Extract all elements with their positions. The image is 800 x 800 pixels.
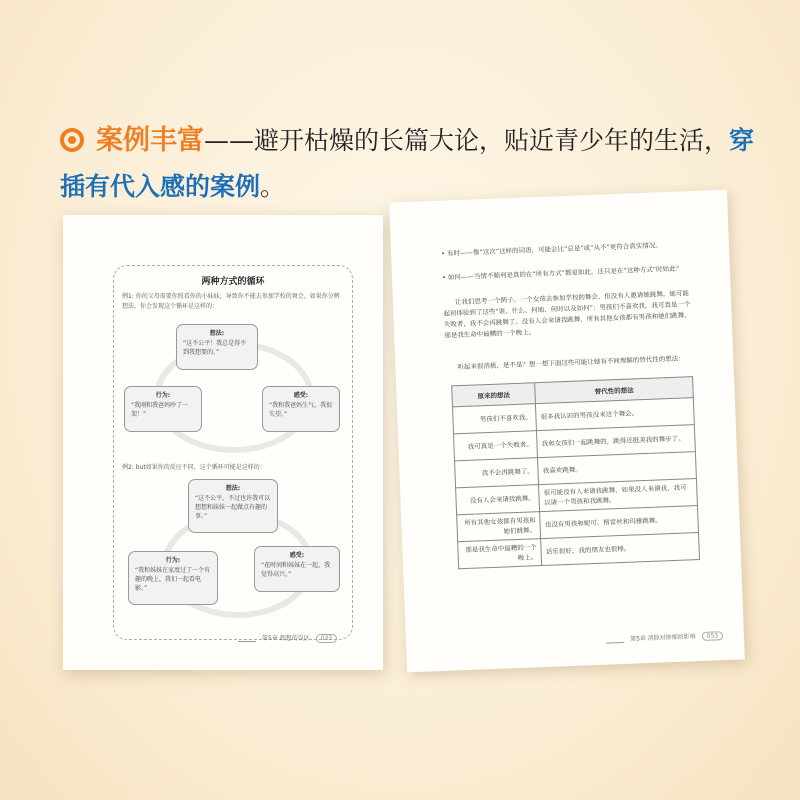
left-page-footer	[238, 633, 337, 643]
bullet-2: • 如何——当情不顺利是真的在“所有方式”都是如此，还只是在“这种方式”时如此？	[441, 264, 683, 282]
cycle-box	[113, 265, 353, 640]
headline-dash: ——	[204, 126, 254, 155]
col-header-original: 原来的想法	[452, 383, 536, 407]
table-row: 所有其他女孩都有男孩和她们跳舞。 也没有男孩和妮可、格雷丝和玛雅跳舞。	[457, 506, 699, 542]
right-book-page	[389, 190, 745, 673]
col-header-alternative: 替代性的想法	[535, 377, 693, 404]
cycle1-feeling-bubble: 感受: “我和我爸妈生气，我很失望。”	[262, 386, 340, 432]
table-row: 我不会再跳舞了。 我喜欢跳舞。	[455, 452, 697, 488]
right-page-footer	[606, 630, 723, 644]
cycle2-feeling-bubble: 感受: “花时间和妹妹在一起，我觉得高兴。”	[254, 546, 340, 592]
cycle2-action-bubble: 行为: “我和妹妹在家度过了一个有趣的晚上，我们一起看电影。”	[128, 551, 218, 605]
cycle1-action-bubble: 行为: “我刚和我爸妈吵了一架！”	[124, 386, 202, 432]
mountain-icon	[238, 635, 256, 642]
box-title: 两种方式的循环	[201, 277, 265, 287]
mountain-icon	[606, 636, 624, 644]
paragraph-2: 听起来很消极，是不是？想一想下面这些可能让她有不同理解的替代性的想法：	[457, 354, 685, 372]
table-row: 我可真是一个失败者。 我和女孩们一起跳舞的，跳得还挺美我的舞步了。	[454, 425, 696, 461]
cycle1-thought-bubble: 想法: “这不公平！我总是得不到我想要的。”	[176, 324, 258, 370]
example-2-text: 例2: but如果你的反应不同，这个循环可能是这样的：	[122, 464, 266, 471]
paragraph-1: 让我们思考一个例子。一个女孩去参加学校的舞会，但没有人邀请她跳舞。她可能起初体验到了这些“谁、什么、何地、何时以及如何”：男孩们不喜欢我，我可真是一个失败者，我不会再跳舞了。没有人会来请我跳舞，所有其他女孩都有男孩和她们跳舞，那是我生命中最糟的一个晚上。	[443, 289, 691, 340]
headline-highlight: 穿插有代入感的案例	[60, 126, 755, 201]
headline-end: 。	[260, 172, 286, 201]
bullet-1: • 有时——像“这次”这样的词语，可能会比“总是”或“从不”更符合真实情况。	[440, 241, 662, 258]
table-row: 男孩们不喜欢我。 很多我认识的男孩没来这个舞会。	[452, 398, 694, 434]
cycle2-thought-bubble: 想法: “这不公平，不过也许我可以想想和妹妹一起做点有趣的事。”	[188, 479, 278, 533]
example-1-text: 例1: 你的父母需要你照看你的小妹妹，导致你不能去参加学校的舞会。如果你分辨想法，你会发现这个循环是这样的：	[122, 293, 340, 310]
right-page-number: 053	[702, 631, 724, 641]
left-footer-chapter: 第5章 卸想的误区	[262, 635, 310, 642]
headline-text: 避开枯燥的长篇大论，贴近青少年的生活，	[254, 126, 730, 155]
target-bullet-icon	[60, 128, 84, 152]
table-row: 那是我生命中最糟的一个晚上。 话乐很好，我的朋友也很棒。	[458, 533, 700, 569]
right-footer-chapter: 第5章 消除对抑郁的影响	[629, 633, 696, 643]
headline-title: 案例丰富	[96, 125, 204, 156]
table-row: 没有人会来请我跳舞。 很可能没有人来请我跳舞，如果没人来请我，我可以请一个男孩和我跳舞。	[456, 479, 698, 515]
left-page-number: 033	[316, 634, 337, 643]
thought-comparison-table	[451, 376, 700, 569]
left-book-page	[63, 215, 383, 670]
